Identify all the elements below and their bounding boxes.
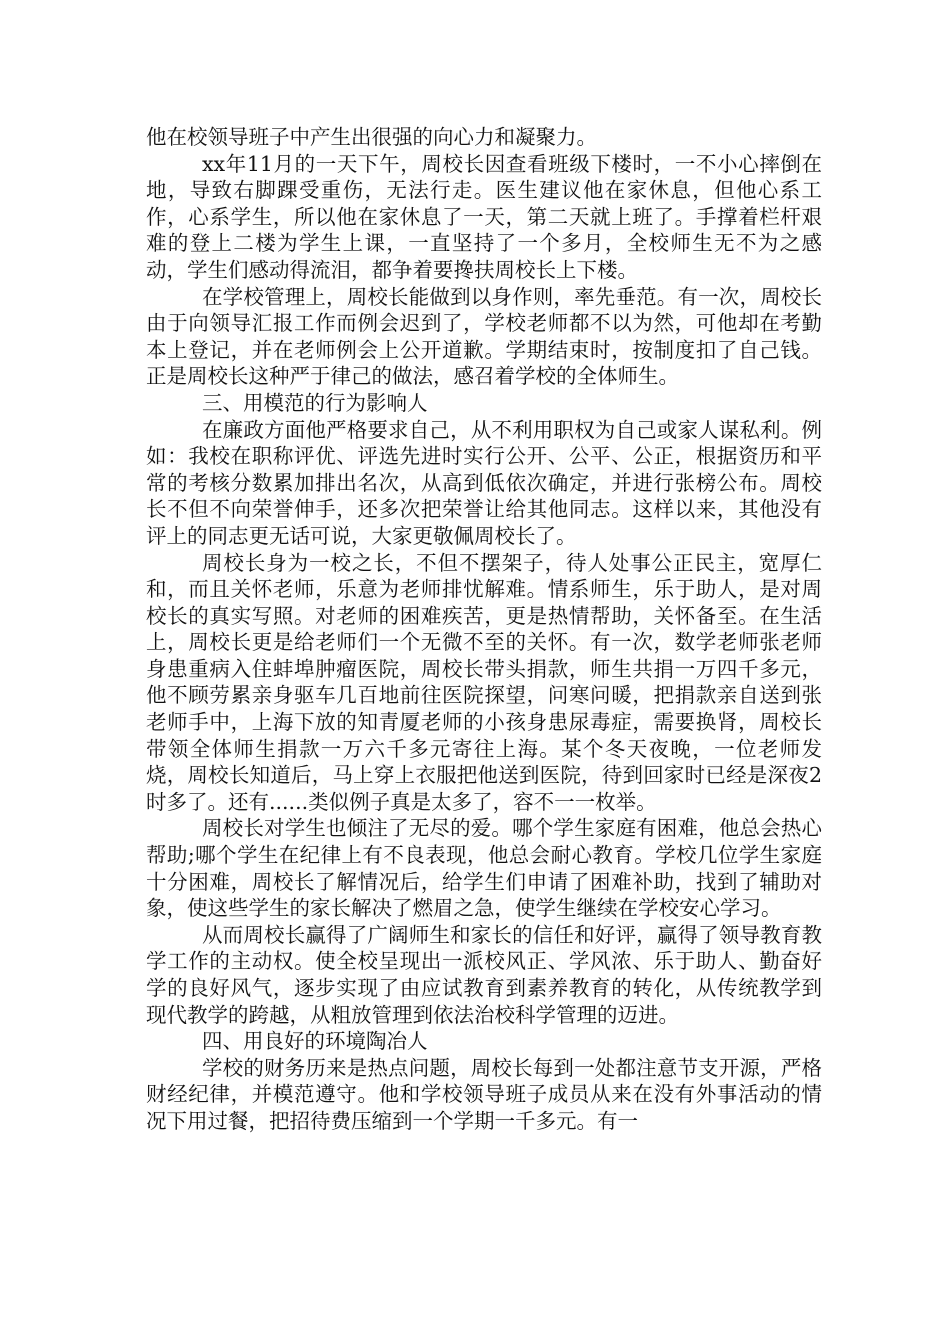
paragraph-trust-and-results: 从而周校长赢得了广阔师生和家长的信任和好评，赢得了领导教育教学工作的主动权。使全校呈现出一派校风正、学风浓、乐于助人、勤奋好学的良好风气，逐步实现了由应试教育到素养教育的转化，从传统教学到现代教学的跨越，从粗放管理到依法治校科学管理的迈进。 (146, 922, 822, 1027)
section-heading-three: 三、用模范的行为影响人 (202, 390, 428, 415)
paragraph-integrity: 在廉政方面他严格要求自己，从不利用职权为自己或家人谋私利。例如：我校在职称评优、评选先进时实行公开、公平、公正，根据资历和平常的考核分数累加排出名次，从高到低依次确定，并进行张榜公布。周校长不但不向荣誉伸手，还多次把荣誉让给其他同志。这样以来，其他没有评上的同志更无话可说，大家更敬佩周校长了。 (146, 417, 822, 548)
paragraph-finance: 学校的财务历来是热点问题，周校长每到一处都注意节支开源，严格财经纪律，并模范遵守。他和学校领导班子成员从来在没有外事活动的情况下用过餐，把招待费压缩到一个学期一千多元。有一 (146, 1055, 822, 1133)
document-body (146, 124, 822, 1135)
section-heading-four: 四、用良好的环境陶冶人 (202, 1029, 428, 1054)
paragraph-injury-story: xx年11月的一天下午，周校长因查看班级下楼时，一不小心摔倒在地，导致右脚踝受重伤，无法行走。医生建议他在家休息，但他心系工作，心系学生，所以他在家休息了一天，第二天就上班了。手撑着栏杆艰难的登上二楼为学生上课，一直坚持了一个多月，全校师生无不为之感动，学生们感动得流泪，都争着要搀扶周校长上下楼。 (146, 151, 822, 282)
paragraph-caring-students: 周校长对学生也倾注了无尽的爱。哪个学生家庭有困难，他总会热心帮助;哪个学生在纪律上有不良表现，他总会耐心教育。学校几位学生家庭十分困难，周校长了解情况后，给学生们申请了困难补助，找到了辅助对象，使这些学生的家长解决了燃眉之急，使学生继续在学校安心学习。 (146, 816, 822, 921)
paragraph-caring-teachers: 周校长身为一校之长，不但不摆架子，待人处事公正民主，宽厚仁和，而且关怀老师，乐意为老师排忧解难。情系师生，乐于助人，是对周校长的真实写照。对老师的困难疾苦，更是热情帮助，关怀备至。在生活上，周校长更是给老师们一个无微不至的关怀。有一次，数学老师张老师身患重病入住蚌埠肿瘤医院，周校长带头捐款，师生共捐一万四千多元，他不顾劳累亲身驱车几百地前往医院探望，问寒问暖，把捐款亲自送到张老师手中，上海下放的知青厦老师的小孩身患尿毒症，需要换肾，周校长带领全体师生捐款一万六千多元寄往上海。某个冬天夜晚，一位老师发烧，周校长知道后，马上穿上衣服把他送到医院，待到回家时已经是深夜2时多了。还有......类似例子真是太多了，容不一一枚举。 (146, 550, 822, 814)
paragraph-continuation: 他在校领导班子中产生出很强的向心力和凝聚力。 (146, 125, 597, 149)
paragraph-school-management: 在学校管理上，周校长能做到以身作则，率先垂范。有一次，周校长由于向领导汇报工作而例会迟到了，学校老师都不以为然，可他却在考勤本上登记，并在老师例会上公开道歉。学期结束时，按制度扣了自己钱。正是周校长这种严于律己的做法，感召着学校的全体师生。 (146, 284, 822, 389)
